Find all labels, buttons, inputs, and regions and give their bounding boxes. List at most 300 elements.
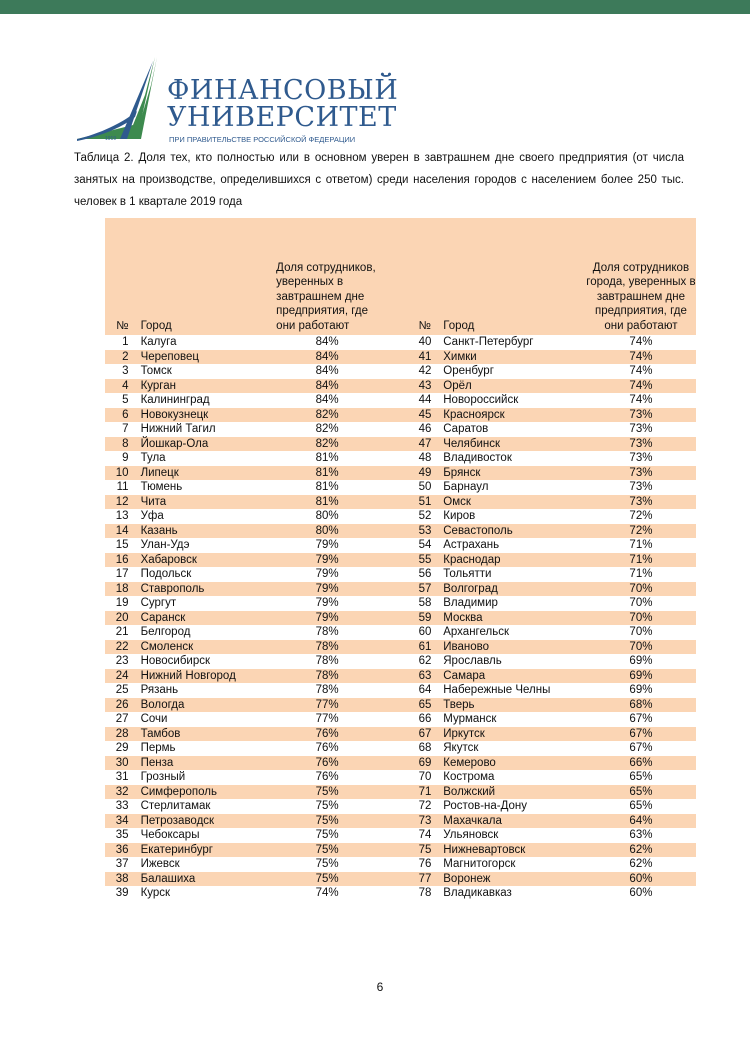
row-city-right: Самара [443,669,486,682]
row-pct-left: 84% [315,336,339,348]
row-pct-right: 71% [629,553,653,566]
row-gap [378,857,411,872]
table-row [105,379,696,394]
row-pct-right: 73% [629,408,653,421]
row-num-right: 43 [418,379,432,392]
row-gap [378,538,411,553]
row-num-left: 17 [115,568,129,580]
header-pct-left: Доля сотрудников, уверенных в завтрашнем дне предприятия, где они работают [276,261,376,332]
row-pct-right: 70% [629,626,653,638]
row-num-left: 1 [122,336,129,348]
row-pct-left: 78% [315,655,339,667]
row-num-left: 28 [115,727,129,740]
row-num-right: 66 [418,713,432,725]
row-pct-left: 79% [315,553,339,566]
row-city-left: Екатеринбург [140,843,213,856]
row-city-left: Подольск [140,568,192,580]
table-row [105,640,696,655]
row-city-left: Ижевск [140,858,180,870]
row-city-left: Пенза [140,756,174,769]
row-num-right: 77 [418,872,432,885]
table-row [105,335,696,350]
table-row [105,872,696,887]
table-row [105,553,696,568]
row-num-left: 27 [115,713,129,725]
row-pct-left: 77% [315,713,339,725]
row-num-left: 35 [115,829,129,841]
row-gap [378,480,411,495]
row-gap [378,712,411,727]
row-pct-right: 73% [629,423,653,435]
table-row [105,364,696,379]
row-city-left: Тамбов [140,727,181,740]
row-city-right: Архангельск [443,626,509,638]
row-city-right: Брянск [443,466,481,479]
row-pct-left: 84% [315,379,339,392]
table-row [105,524,696,539]
confidence-table [105,218,696,901]
row-city-left: Тула [140,452,166,464]
row-city-left: Череповец [140,350,200,363]
row-num-right: 62 [418,655,432,667]
row-pct-left: 81% [315,452,339,464]
table-row [105,480,696,495]
row-city-left: Новокузнецк [140,408,209,421]
table-row [105,393,696,408]
table-row [105,669,696,684]
row-num-right: 67 [418,727,432,740]
row-gap [378,451,411,466]
row-city-left: Стерлитамак [140,800,211,812]
row-pct-right: 62% [629,858,653,870]
row-num-left: 15 [115,539,129,551]
university-logo [75,55,399,145]
table-header-row [105,218,696,335]
page-number: 6 [376,980,384,994]
row-pct-right: 63% [629,829,653,841]
row-pct-left: 76% [315,771,339,783]
row-num-right: 75 [418,843,432,856]
row-city-right: Тверь [443,698,475,711]
row-gap [378,567,411,582]
row-num-left: 5 [122,394,129,406]
row-gap [378,611,411,626]
row-pct-left: 78% [315,684,339,696]
row-num-left: 20 [115,611,129,624]
row-city-right: Якутск [443,742,479,754]
row-num-right: 65 [418,698,432,711]
table-row [105,756,696,771]
row-num-left: 32 [115,785,129,798]
row-city-right: Саратов [443,423,489,435]
row-num-right: 51 [418,495,432,508]
row-city-left: Чебоксары [140,829,200,841]
row-num-right: 74 [418,829,432,841]
row-num-right: 57 [418,582,432,595]
row-num-right: 76 [418,858,432,870]
row-city-left: Курск [140,887,171,899]
row-pct-right: 74% [629,350,653,363]
row-pct-left: 76% [315,756,339,769]
row-city-right: Москва [443,611,483,624]
row-num-right: 40 [418,336,432,348]
row-pct-right: 73% [629,437,653,450]
row-num-left: 21 [115,626,129,638]
row-pct-left: 84% [315,394,339,406]
row-num-left: 6 [122,408,129,421]
row-city-left: Нижний Новгород [140,669,236,682]
row-city-right: Химки [443,350,477,363]
row-city-right: Оренбург [443,365,494,377]
row-pct-left: 74% [315,887,339,899]
table-row [105,712,696,727]
row-city-right: Нижневартовск [443,843,526,856]
header-pct-right: Доля сотрудников города, уверенных в завтрашнем дне предприятия, где они работают [586,261,696,332]
row-gap [378,654,411,669]
row-city-right: Киров [443,510,476,522]
row-pct-left: 79% [315,568,339,580]
row-city-left: Сочи [140,713,168,725]
row-city-left: Тюмень [140,481,183,493]
row-num-left: 25 [115,684,129,696]
row-city-right: Набережные Челны [443,684,551,696]
row-pct-right: 67% [629,727,653,740]
row-pct-left: 79% [315,539,339,551]
row-city-right: Ярославль [443,655,502,667]
row-num-right: 48 [418,452,432,464]
row-city-right: Ульяновск [443,829,499,841]
table-row [105,828,696,843]
table-row [105,451,696,466]
row-num-left: 23 [115,655,129,667]
table-row [105,408,696,423]
row-num-right: 52 [418,510,432,522]
table-row [105,814,696,829]
row-num-right: 61 [418,640,432,653]
row-pct-right: 70% [629,582,653,595]
row-num-right: 46 [418,423,432,435]
logo-year: 1919 [105,136,117,142]
row-city-right: Иваново [443,640,490,653]
row-pct-right: 60% [629,872,653,885]
row-num-left: 36 [115,843,129,856]
row-num-right: 73 [418,814,432,827]
row-city-left: Липецк [140,466,179,479]
row-gap [378,669,411,684]
row-gap [378,640,411,655]
row-city-left: Пермь [140,742,176,754]
row-city-left: Петрозаводск [140,814,215,827]
table-row [105,857,696,872]
row-pct-left: 75% [315,872,339,885]
row-gap [378,582,411,597]
row-pct-right: 69% [629,669,653,682]
table-row [105,350,696,365]
logo-name [167,77,398,131]
confidence-table-wrapper [105,218,696,901]
logo-emblem [75,55,165,145]
row-gap [378,335,411,350]
logo-subtitle: ПРИ ПРАВИТЕЛЬСТВЕ РОССИЙСКОЙ ФЕДЕРАЦИИ [169,135,356,144]
row-pct-right: 70% [629,597,653,609]
row-city-left: Хабаровск [140,553,197,566]
row-num-left: 19 [115,597,129,609]
row-num-right: 70 [418,771,432,783]
table-row [105,698,696,713]
row-pct-right: 65% [629,800,653,812]
row-pct-left: 75% [315,814,339,827]
row-num-right: 42 [418,365,432,377]
row-pct-left: 81% [315,481,339,493]
row-pct-left: 79% [315,611,339,624]
row-city-right: Волжский [443,785,496,798]
row-pct-left: 80% [315,510,339,522]
row-pct-right: 73% [629,452,653,464]
row-pct-right: 60% [629,887,653,899]
row-city-right: Владимир [443,597,498,609]
table-row [105,582,696,597]
row-pct-right: 72% [629,524,653,537]
row-pct-right: 71% [629,568,653,580]
row-gap [378,437,411,452]
row-pct-left: 82% [315,437,339,450]
row-city-right: Махачкала [443,814,502,827]
row-num-left: 4 [122,379,129,392]
row-pct-left: 75% [315,785,339,798]
row-num-left: 16 [115,553,129,566]
row-pct-left: 75% [315,800,339,812]
row-city-right: Кострома [443,771,495,783]
row-city-left: Курган [140,379,176,392]
row-gap [378,553,411,568]
row-pct-right: 65% [629,771,653,783]
row-city-right: Кемерово [443,756,496,769]
row-pct-right: 67% [629,713,653,725]
row-city-right: Челябинск [443,437,501,450]
row-pct-left: 82% [315,408,339,421]
row-pct-right: 74% [629,365,653,377]
row-num-right: 69 [418,756,432,769]
row-city-right: Магнитогорск [443,858,516,870]
row-pct-left: 76% [315,742,339,754]
row-num-right: 50 [418,481,432,493]
table-row [105,437,696,452]
row-city-left: Калуга [140,336,177,348]
row-pct-right: 66% [629,756,653,769]
row-gap [378,814,411,829]
row-gap [378,828,411,843]
row-gap [378,683,411,698]
row-city-right: Санкт-Петербург [443,336,534,348]
row-num-right: 64 [418,684,432,696]
header-city-right: Город [443,319,475,332]
row-pct-left: 75% [315,843,339,856]
row-pct-left: 78% [315,669,339,682]
row-city-right: Красноярск [443,408,505,421]
row-city-left: Новосибирск [140,655,211,667]
row-num-left: 7 [122,423,129,435]
row-num-left: 38 [115,872,129,885]
row-gap [378,393,411,408]
row-city-left: Казань [140,524,178,537]
row-pct-left: 81% [315,466,339,479]
row-gap [378,727,411,742]
row-num-right: 56 [418,568,432,580]
row-num-left: 10 [115,466,129,479]
table-caption: Таблица 2. Доля тех, кто полностью или в основном уверен в завтрашнем дне своего предприятия (от числа занятых на производстве, определившихся с ответом) среди населения городов с населением более 250 тыс. человек в 1 квартале 2019 года [74,152,684,208]
row-city-left: Вологда [140,698,185,711]
row-num-left: 2 [122,350,129,363]
row-gap [378,785,411,800]
row-city-right: Волгоград [443,582,498,595]
row-gap [378,843,411,858]
table-row [105,654,696,669]
row-city-right: Владивосток [443,452,512,464]
row-gap [378,350,411,365]
row-gap [378,886,411,901]
row-pct-right: 70% [629,640,653,653]
table-row [105,567,696,582]
row-num-right: 41 [418,350,432,363]
table-row [105,509,696,524]
logo-name-line1: ФИНАНСОВЫЙ [167,75,399,106]
row-city-right: Мурманск [443,713,497,725]
row-pct-left: 80% [315,524,339,537]
row-pct-right: 74% [629,379,653,392]
row-gap [378,596,411,611]
table-row [105,495,696,510]
row-pct-left: 78% [315,626,339,638]
row-num-left: 29 [115,742,129,754]
row-pct-left: 75% [315,829,339,841]
row-pct-left: 79% [315,597,339,609]
row-num-right: 45 [418,408,432,421]
row-city-right: Новороссийск [443,394,519,406]
row-gap [378,872,411,887]
row-num-left: 8 [122,437,129,450]
row-num-left: 39 [115,887,129,899]
row-pct-left: 79% [315,582,339,595]
row-num-left: 31 [115,771,129,783]
row-pct-right: 71% [629,539,653,551]
row-gap [378,698,411,713]
row-gap [378,408,411,423]
row-gap [378,466,411,481]
row-city-right: Тольятти [443,568,492,580]
row-city-left: Нижний Тагил [140,423,216,435]
row-city-left: Улан-Удэ [140,539,190,551]
row-pct-left: 76% [315,727,339,740]
row-pct-right: 62% [629,843,653,856]
row-city-right: Иркутск [443,727,485,740]
row-pct-left: 82% [315,423,339,435]
row-num-right: 53 [418,524,432,537]
row-gap [378,625,411,640]
row-num-left: 33 [115,800,129,812]
table-row [105,886,696,901]
row-city-right: Воронеж [443,872,491,885]
row-num-right: 78 [418,887,432,899]
row-num-left: 13 [115,510,129,522]
table-row [105,727,696,742]
table-row [105,741,696,756]
row-num-right: 68 [418,742,432,754]
row-gap [378,422,411,437]
row-num-right: 54 [418,539,432,551]
row-city-left: Смоленск [140,640,194,653]
row-num-left: 3 [122,365,129,377]
row-pct-right: 65% [629,785,653,798]
row-num-left: 12 [115,495,129,508]
row-pct-right: 69% [629,684,653,696]
table-row [105,466,696,481]
table-row [105,422,696,437]
table-row [105,770,696,785]
logo-name-line2: УНИВЕРСИТЕТ [167,102,397,133]
row-num-left: 30 [115,756,129,769]
row-num-right: 59 [418,611,432,624]
table-row [105,799,696,814]
row-num-right: 55 [418,553,432,566]
table-row [105,683,696,698]
row-city-right: Астрахань [443,539,500,551]
row-city-right: Владикавказ [443,887,512,899]
row-num-left: 26 [115,698,129,711]
row-num-left: 24 [115,669,129,682]
table-row [105,611,696,626]
row-pct-right: 73% [629,466,653,479]
table-row [105,625,696,640]
row-city-right: Барнаул [443,481,489,493]
row-gap [378,495,411,510]
row-city-left: Ставрополь [140,582,205,595]
row-city-left: Сургут [140,597,177,609]
row-gap [378,756,411,771]
table-row [105,538,696,553]
header-num-right: № [418,319,431,332]
row-city-left: Белгород [140,626,191,638]
row-num-right: 71 [418,785,432,798]
row-num-right: 58 [418,597,432,609]
row-num-left: 11 [116,481,129,493]
row-num-left: 37 [115,858,129,870]
row-pct-left: 81% [315,495,339,508]
row-city-left: Томск [140,365,172,377]
row-gap [378,741,411,756]
row-city-left: Рязань [140,684,179,696]
header-city-left: Город [140,319,172,332]
row-num-left: 18 [115,582,129,595]
row-city-left: Грозный [140,771,186,783]
row-city-right: Севастополь [443,524,513,537]
row-city-left: Калининград [140,394,210,406]
row-city-left: Чита [140,495,167,508]
row-gap [378,770,411,785]
row-pct-left: 77% [315,698,339,711]
row-pct-right: 72% [629,510,653,522]
row-city-left: Саранск [140,611,186,624]
row-pct-right: 74% [629,394,653,406]
row-city-right: Краснодар [443,553,501,566]
row-pct-right: 68% [629,698,653,711]
row-gap [378,364,411,379]
row-city-right: Ростов-на-Дону [443,800,528,812]
row-num-right: 47 [418,437,432,450]
row-num-right: 72 [418,800,432,812]
row-gap [378,509,411,524]
row-city-left: Балашиха [140,872,196,885]
table-body [105,335,696,901]
